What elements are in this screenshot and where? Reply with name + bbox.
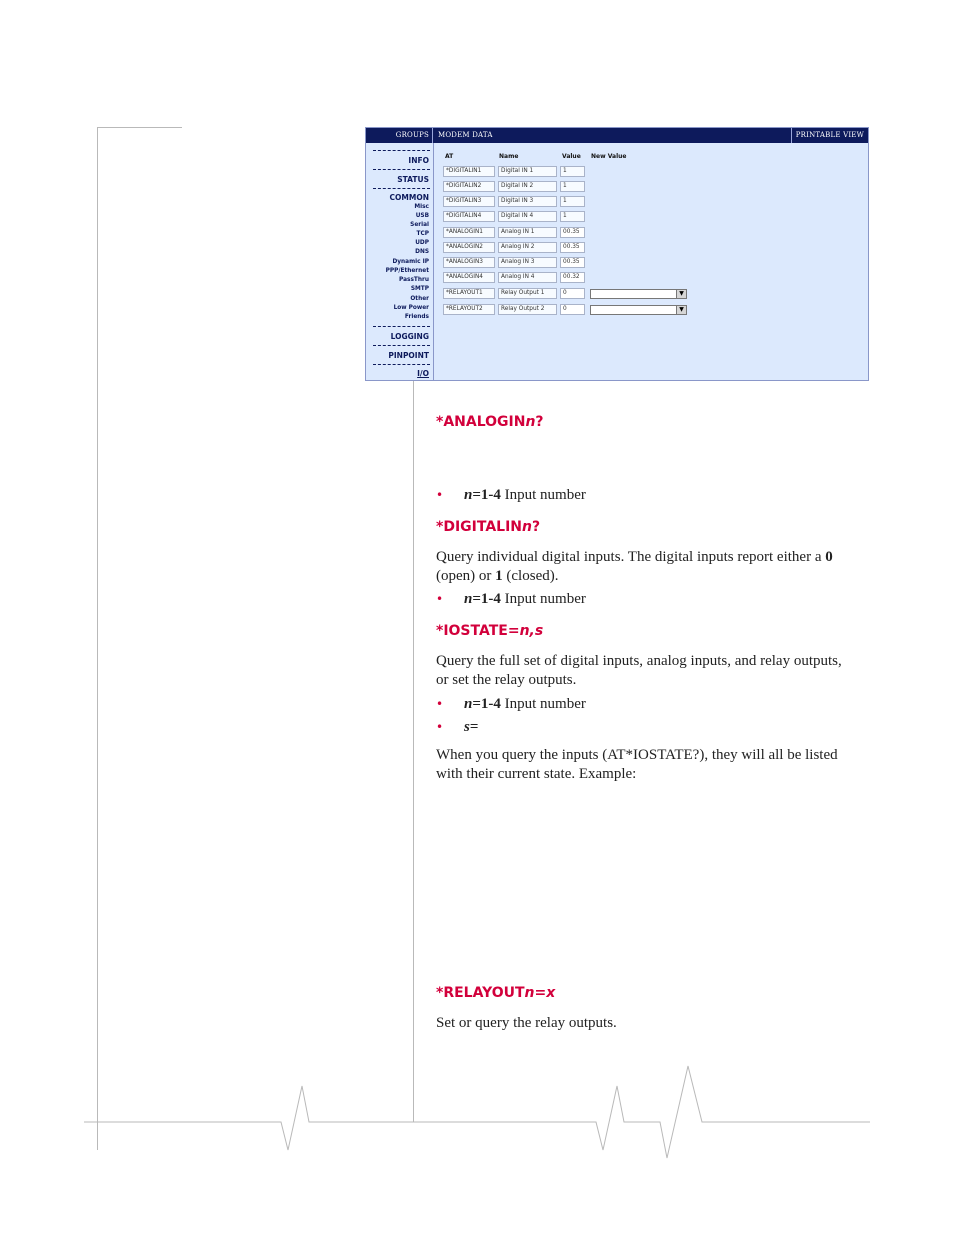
bullet-icon: • [436,720,444,734]
bullet-variable: n [464,591,473,607]
sidebar-divider [373,150,430,151]
analogin-heading [436,414,544,430]
sidebar-group-info[interactable]: INFO [408,156,429,165]
digitalin-text-b: (open) or [436,568,496,584]
row-value-cell: 1 [560,181,585,192]
sidebar-group-logging[interactable]: LOGGING [390,332,429,341]
iostate-bullet-s [436,718,478,737]
sidebar-item-other[interactable]: Other [410,296,429,302]
digitalin-text-a: Query individual digital inputs. The digital inputs report either a [436,549,826,565]
sidebar-group-common[interactable]: COMMON [389,193,429,202]
row-name-cell: Digital IN 2 [498,181,557,192]
sidebar-item-low-power[interactable]: Low Power [393,305,429,311]
chevron-down-icon[interactable]: ▼ [676,290,686,298]
row-at-cell: *DIGITALIN1 [443,166,495,177]
bullet-text: Input number [500,487,586,503]
relay-output-1-select[interactable] [590,289,687,299]
iostate-heading [436,623,543,639]
bullet-icon: • [436,488,444,502]
digitalin-suffix: ? [531,519,541,535]
digitalin-bullet [436,590,586,609]
row-at-cell: *DIGITALIN2 [443,181,495,192]
row-at-cell: *RELAYOUT2 [443,304,495,315]
analogin-bullet [436,486,586,505]
modem-data-screenshot [365,127,869,381]
row-name-cell: Relay Output 2 [498,304,557,315]
analogin-suffix: ? [535,414,544,430]
sidebar-divider [373,364,430,365]
row-at-cell: *ANALOGIN1 [443,227,495,238]
row-value-cell: 0 [560,304,585,315]
sidebar-divider [373,326,430,327]
bullet-range: =1-4 [472,591,501,607]
groups-header: GROUPS [366,128,433,143]
row-name-cell: Digital IN 1 [498,166,557,177]
sidebar-divider [373,188,430,189]
sidebar-item-friends[interactable]: Friends [404,314,429,320]
sidebar-item-passthru[interactable]: PassThru [399,277,429,283]
row-value-cell: 00.32 [560,272,585,283]
row-value-cell: 1 [560,196,585,207]
digitalin-heading [436,519,540,535]
screenshot-header-bar [366,128,868,143]
sidebar-item-usb[interactable]: USB [415,213,429,219]
row-name-cell: Analog IN 3 [498,257,557,268]
row-at-cell: *ANALOGIN3 [443,257,495,268]
relay-output-2-select[interactable] [590,305,687,315]
sidebar-group-status[interactable]: STATUS [397,175,429,184]
relayout-variable: n=x [524,985,556,1001]
bullet-text: Input number [500,591,586,607]
bullet-equals: = [469,719,479,735]
row-name-cell: Analog IN 2 [498,242,557,253]
row-at-cell: *ANALOGIN2 [443,242,495,253]
sidebar-item-misc[interactable]: Misc [414,204,429,210]
row-at-cell: *DIGITALIN4 [443,211,495,222]
groups-sidebar [366,143,434,381]
modem-data-title: MODEM DATA [438,131,493,139]
bullet-text: Input number [500,696,586,712]
bullet-icon: • [436,592,444,606]
row-name-cell: Digital IN 3 [498,196,557,207]
iostate-description: Query the full set of digital inputs, analog inputs, and relay outputs, or set the relay outputs. [436,653,842,688]
sidebar-item-tcp[interactable]: TCP [416,231,429,237]
sidebar-item-serial[interactable]: Serial [410,222,429,228]
row-name-cell: Analog IN 1 [498,227,557,238]
row-at-cell: *RELAYOUT1 [443,288,495,299]
analogin-variable: n [525,414,536,430]
digitalin-variable: n [522,519,532,535]
sidebar-group-io[interactable]: I/O [417,369,429,378]
bullet-range: =1-4 [472,487,501,503]
row-name-cell: Digital IN 4 [498,211,557,222]
row-at-cell: *ANALOGIN4 [443,272,495,283]
relayout-heading [436,985,555,1001]
row-value-cell: 0 [560,288,585,299]
sidebar-divider [373,169,430,170]
analogin-command: *ANALOGIN [436,414,526,430]
row-name-cell: Analog IN 4 [498,272,557,283]
sidebar-item-smtp[interactable]: SMTP [410,286,429,292]
modem-data-table [438,143,868,380]
row-at-cell: *DIGITALIN3 [443,196,495,207]
relayout-description: Set or query the relay outputs. [436,1015,617,1031]
iostate-bullet-n [436,695,586,714]
digitalin-one: 1 [495,568,503,584]
digitalin-zero: 0 [825,549,833,565]
digitalin-description [436,548,856,586]
row-value-cell: 1 [560,211,585,222]
row-name-cell: Relay Output 1 [498,288,557,299]
bullet-variable: n [464,487,473,503]
row-value-cell: 00.35 [560,257,585,268]
row-value-cell: 00.35 [560,242,585,253]
sidebar-item-dynamic-ip[interactable]: Dynamic IP [392,259,429,265]
printable-view-link[interactable]: PRINTABLE VIEW [791,128,868,143]
bullet-variable: n [464,696,473,712]
bullet-variable: s [464,719,470,735]
sidebar-divider [373,345,430,346]
bullet-range: =1-4 [472,696,501,712]
sidebar-item-udp[interactable]: UDP [415,240,429,246]
sidebar-item-dns[interactable]: DNS [415,249,429,255]
sidebar-group-pinpoint[interactable]: PINPOINT [388,351,429,360]
row-value-cell: 00.35 [560,227,585,238]
iostate-query-note: When you query the inputs (AT*IOSTATE?), they will all be listed with their current state. Example: [436,747,838,782]
column-header-name: Name [499,153,519,160]
sidebar-item-ppp-ethernet[interactable]: PPP/Ethernet [385,268,429,274]
iostate-command: *IOSTATE= [436,623,520,639]
chevron-down-icon[interactable]: ▼ [676,306,686,314]
iostate-variable: n,s [519,623,544,639]
digitalin-text-c: (closed). [502,568,559,584]
column-header-at: AT [445,153,454,160]
row-value-cell: 1 [560,166,585,177]
relayout-command: *RELAYOUT [436,985,525,1001]
bullet-icon: • [436,697,444,711]
column-header-new-value: New Value [591,153,627,160]
digitalin-command: *DIGITALIN [436,519,522,535]
column-header-value: Value [562,153,581,160]
